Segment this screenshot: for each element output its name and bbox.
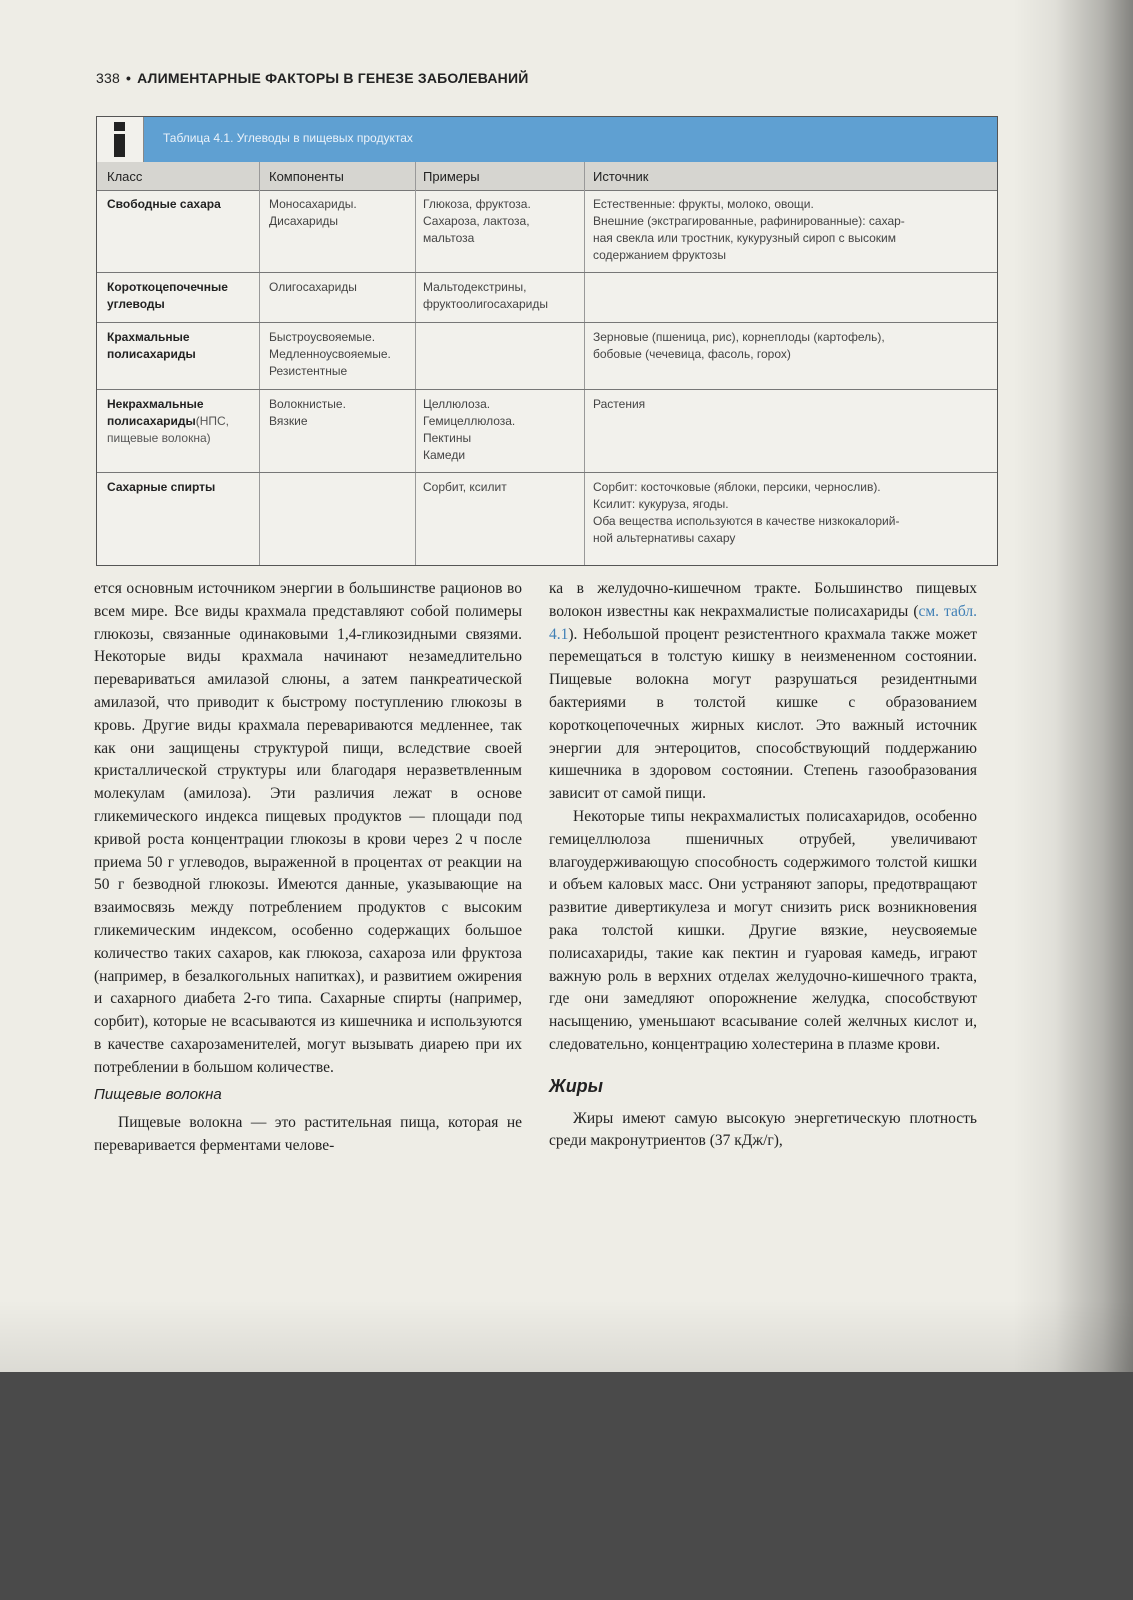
table-reference-link[interactable]: см. табл. 4.1 <box>549 602 977 643</box>
column-header-components: Компоненты <box>269 169 344 184</box>
table-column-headers <box>97 162 997 191</box>
body-paragraph: Жиры имеют самую высокую энергетическую плотность среди макронутриентов (37 кДж/г), <box>549 1109 977 1150</box>
text-column-right <box>549 578 977 1153</box>
table-row <box>97 190 997 272</box>
section-heading-fats: Жиры <box>549 1075 604 1096</box>
cell-class: Свободные сахара <box>107 197 221 211</box>
cell-source: Зерновые (пшеница, рис), корнеплоды (картофель), бобовые (чечевица, фасоль, горох) <box>593 330 885 361</box>
column-header-class: Класс <box>107 169 143 184</box>
info-icon <box>97 117 144 162</box>
column-header-source: Источник <box>593 169 649 184</box>
body-paragraph: Некоторые типы некрахмалистых полисахаридов, особенно гемицеллюлоза пшеничных отрубей, увеличивают влагоудерживающую способность содержимого толстой кишки и объем каловых масс. Они устраняют запоры, предотвращают развитие дивертикулеза и могут снизить риск возникновения рака толстой кишки. Другие вязкие, неусвояемые полисахариды, такие как пектин и гуаровая камедь, играют важную роль в верхних отделах желудочно-кишечного тракта, где они замедляют опорожнение желудка, способствуют насыщению, уменьшают всасывание солей желчных кислот и, следовательно, концентрацию холестерина в плазме крови. <box>549 807 977 1053</box>
cell-components: Моносахариды. Дисахариды <box>269 197 357 228</box>
cell-examples: Сорбит, ксилит <box>423 480 507 494</box>
header-bullet: • <box>125 70 132 86</box>
table-row <box>97 389 997 473</box>
cell-class: Некрахмальные полисахариды(НПС, пищевые волокна) <box>107 397 229 445</box>
table-row <box>97 472 997 566</box>
cell-source: Сорбит: косточковые (яблоки, персики, чернослив). Ксилит: кукуруза, ягоды. Оба вещества используются в качестве низкокалорий- ной альтернативы сахару <box>593 480 900 545</box>
body-paragraph: ка в желудочно-кишечном тракте. Большинство пищевых волокон известны как некрахмалистые полисахариды (см. табл. 4.1). Небольшой процент резистентного крахмала также может перемещаться в толстую кишку в неизмененном состоянии. Пищевые волокна могут разрушаться резидентными бактериями в толстой кишке с образованием короткоцепочечных жирных кислот. Это важный источник энергии для энтероцитов, способствующий поддержанию кишечника в здоровом состоянии. Степень газообразования зависит от самой пищи. <box>549 580 977 803</box>
cell-examples: Глюкоза, фруктоза. Сахароза, лактоза, мальтоза <box>423 197 531 245</box>
body-paragraph: ется основным источником энергии в большинстве рационов во всем мире. Все виды крахмала представляют собой полимеры глюкозы, связанные одинаковыми 1,4-гликозидными связями. Некоторые виды крахмала начинают незамедлительно перевариваться амилазой слюны, а затем панкреатической амилазой, что приводит к быстрому поступлению глюкозы в кровь. Другие виды крахмала перевариваются медленнее, так как они защищены структурой пищи, вследствие своей кристаллической структуры или благодаря неразветвленным молекулам (амилоза). Эти различия лежат в основе гликемического индекса пищевых продуктов — площади под кривой роста концентрации глюкозы в крови через 2 ч после приема 50 г углеводов, выраженной в процентах от реакции на 50 г безводной глюкозы. Имеются данные, указывающие на взаимосвязь между потреблением продуктов с высоким гликемическим индексом, особенно содержащих большое количество таких сахаров, как глюкоза, сахароза или фруктоза (например, в безалкогольных напитках), и развитием ожирения и сахарного диабета 2-го типа. Сахарные спирты (например, сорбит), которые не всасываются из кишечника и используются в качестве сахарозаменителей, могут вызывать диарею при их потреблении в большом количестве. <box>94 580 522 1076</box>
carbohydrates-table <box>96 116 998 566</box>
page-bottom-shadow <box>0 1300 1133 1372</box>
subheading-dietary-fiber: Пищевые волокна <box>94 1085 222 1103</box>
cell-class: Короткоцепочечные углеводы <box>107 280 228 311</box>
table-row <box>97 322 997 390</box>
table-row <box>97 272 997 323</box>
text-column-left <box>94 578 522 1158</box>
cell-class: Сахарные спирты <box>107 480 216 494</box>
page-number: 338 <box>96 70 120 86</box>
cell-class: Крахмальные полисахариды <box>107 330 196 361</box>
table-header-bar <box>97 117 997 162</box>
cell-examples: Мальтодекстрины, фруктоолигосахариды <box>423 280 548 311</box>
cell-source: Естественные: фрукты, молоко, овощи. Внешние (экстрагированные, рафинированные): сахар- ная свекла или тростник, кукурузный сироп с высоким содержанием фруктозы <box>593 197 905 262</box>
cell-components: Быстроусвояемые. Медленноусвояемые. Резистентные <box>269 330 391 378</box>
column-header-examples: Примеры <box>423 169 480 184</box>
cell-components: Олигосахариды <box>269 280 357 294</box>
table-title: Таблица 4.1. Углеводы в пищевых продуктах <box>163 131 413 145</box>
cell-source: Растения <box>593 397 646 411</box>
running-title: АЛИМЕНТАРНЫЕ ФАКТОРЫ В ГЕНЕЗЕ ЗАБОЛЕВАНИЙ <box>137 70 529 86</box>
cell-components: Волокнистые. Вязкие <box>269 397 346 428</box>
body-paragraph: Пищевые волокна — это растительная пища, которая не переваривается ферментами челове- <box>94 1114 522 1155</box>
cell-examples: Целлюлоза. Гемицеллюлоза. Пектины Камеди <box>423 397 516 462</box>
page-gutter-shadow <box>1013 0 1133 1372</box>
running-header <box>96 70 528 86</box>
